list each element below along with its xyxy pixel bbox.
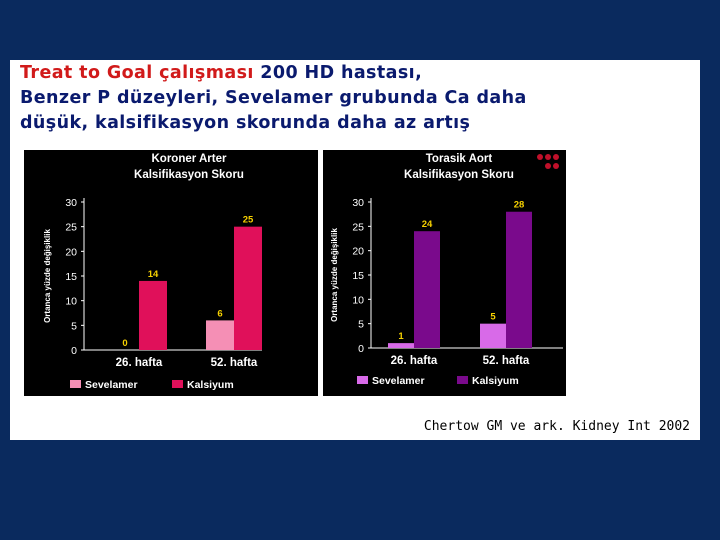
- thoracic-aorta-chart: [323, 150, 566, 396]
- legend-swatch: [172, 380, 183, 388]
- bar: [234, 227, 262, 350]
- bar: [388, 343, 414, 348]
- y-tick-label: 10: [352, 294, 364, 307]
- bar: [506, 212, 532, 348]
- chart-title-line1: Koroner Arter: [151, 153, 227, 165]
- y-tick-label: 0: [358, 343, 364, 355]
- legend-swatch: [70, 380, 81, 388]
- legend-label: Kalsiyum: [472, 375, 519, 387]
- chart-title-line1: Torasik Aort: [425, 153, 493, 165]
- y-tick-label: 15: [352, 270, 364, 282]
- bar-value-label: 6: [217, 308, 223, 320]
- y-tick-label: 5: [71, 320, 77, 333]
- coronary-artery-chart: [24, 150, 318, 396]
- bar-value-label: 5: [490, 311, 496, 323]
- x-tick-label: 52. hafta: [482, 355, 530, 367]
- y-tick-label: 25: [65, 221, 77, 234]
- coronary-artery-chart-svg: [24, 150, 318, 396]
- legend-label: Sevelamer: [85, 379, 138, 391]
- y-tick-label: 0: [71, 345, 77, 357]
- bar-value-label: 14: [147, 268, 159, 280]
- bar-value-label: 1: [398, 331, 404, 343]
- thoracic-aorta-chart-svg: [323, 150, 566, 396]
- bar-value-label: 0: [122, 338, 128, 349]
- bar-value-label: 24: [421, 219, 433, 231]
- citation: Chertow GM ve ark. Kidney Int 2002: [423, 419, 690, 434]
- legend-swatch: [357, 376, 368, 384]
- chart-title-line2: Kalsifikasyon Skoru: [404, 169, 514, 181]
- y-tick-label: 20: [352, 245, 364, 258]
- y-tick-label: 20: [65, 246, 77, 259]
- slide-panel: [10, 60, 700, 440]
- legend-label: Sevelamer: [372, 375, 425, 387]
- headline-line3: düşük, kalsifikasyon skorunda daha az artış: [20, 113, 471, 133]
- bar: [206, 320, 234, 350]
- y-tick-label: 10: [65, 295, 77, 308]
- bar-value-label: 25: [242, 214, 254, 226]
- bar-value-label: 28: [513, 199, 525, 211]
- y-axis-label: Ortanca yüzde değişiklik: [43, 229, 52, 323]
- bar: [414, 231, 440, 348]
- y-tick-label: 30: [65, 197, 77, 209]
- y-tick-label: 15: [65, 271, 77, 283]
- headline-line2: Benzer P düzeyleri, Sevelamer grubunda Ca daha: [20, 88, 527, 108]
- x-tick-label: 52. hafta: [210, 357, 258, 369]
- bar: [480, 324, 506, 348]
- x-tick-label: 26. hafta: [390, 355, 438, 367]
- decorative-dots-icon: [534, 152, 562, 172]
- x-tick-label: 26. hafta: [115, 357, 163, 369]
- legend-label: Kalsiyum: [187, 379, 234, 391]
- y-tick-label: 25: [352, 221, 364, 234]
- chart-title-line2: Kalsifikasyon Skoru: [134, 169, 244, 181]
- bar: [139, 281, 167, 350]
- y-tick-label: 30: [352, 197, 364, 209]
- headline-accent: Treat to Goal çalışması: [20, 63, 254, 83]
- legend-swatch: [457, 376, 468, 384]
- y-axis-label: Ortanca yüzde değişiklik: [330, 228, 339, 322]
- slide-headline: [20, 61, 527, 136]
- y-tick-label: 5: [358, 318, 364, 331]
- headline-line1-rest: 200 HD hastası,: [253, 63, 423, 83]
